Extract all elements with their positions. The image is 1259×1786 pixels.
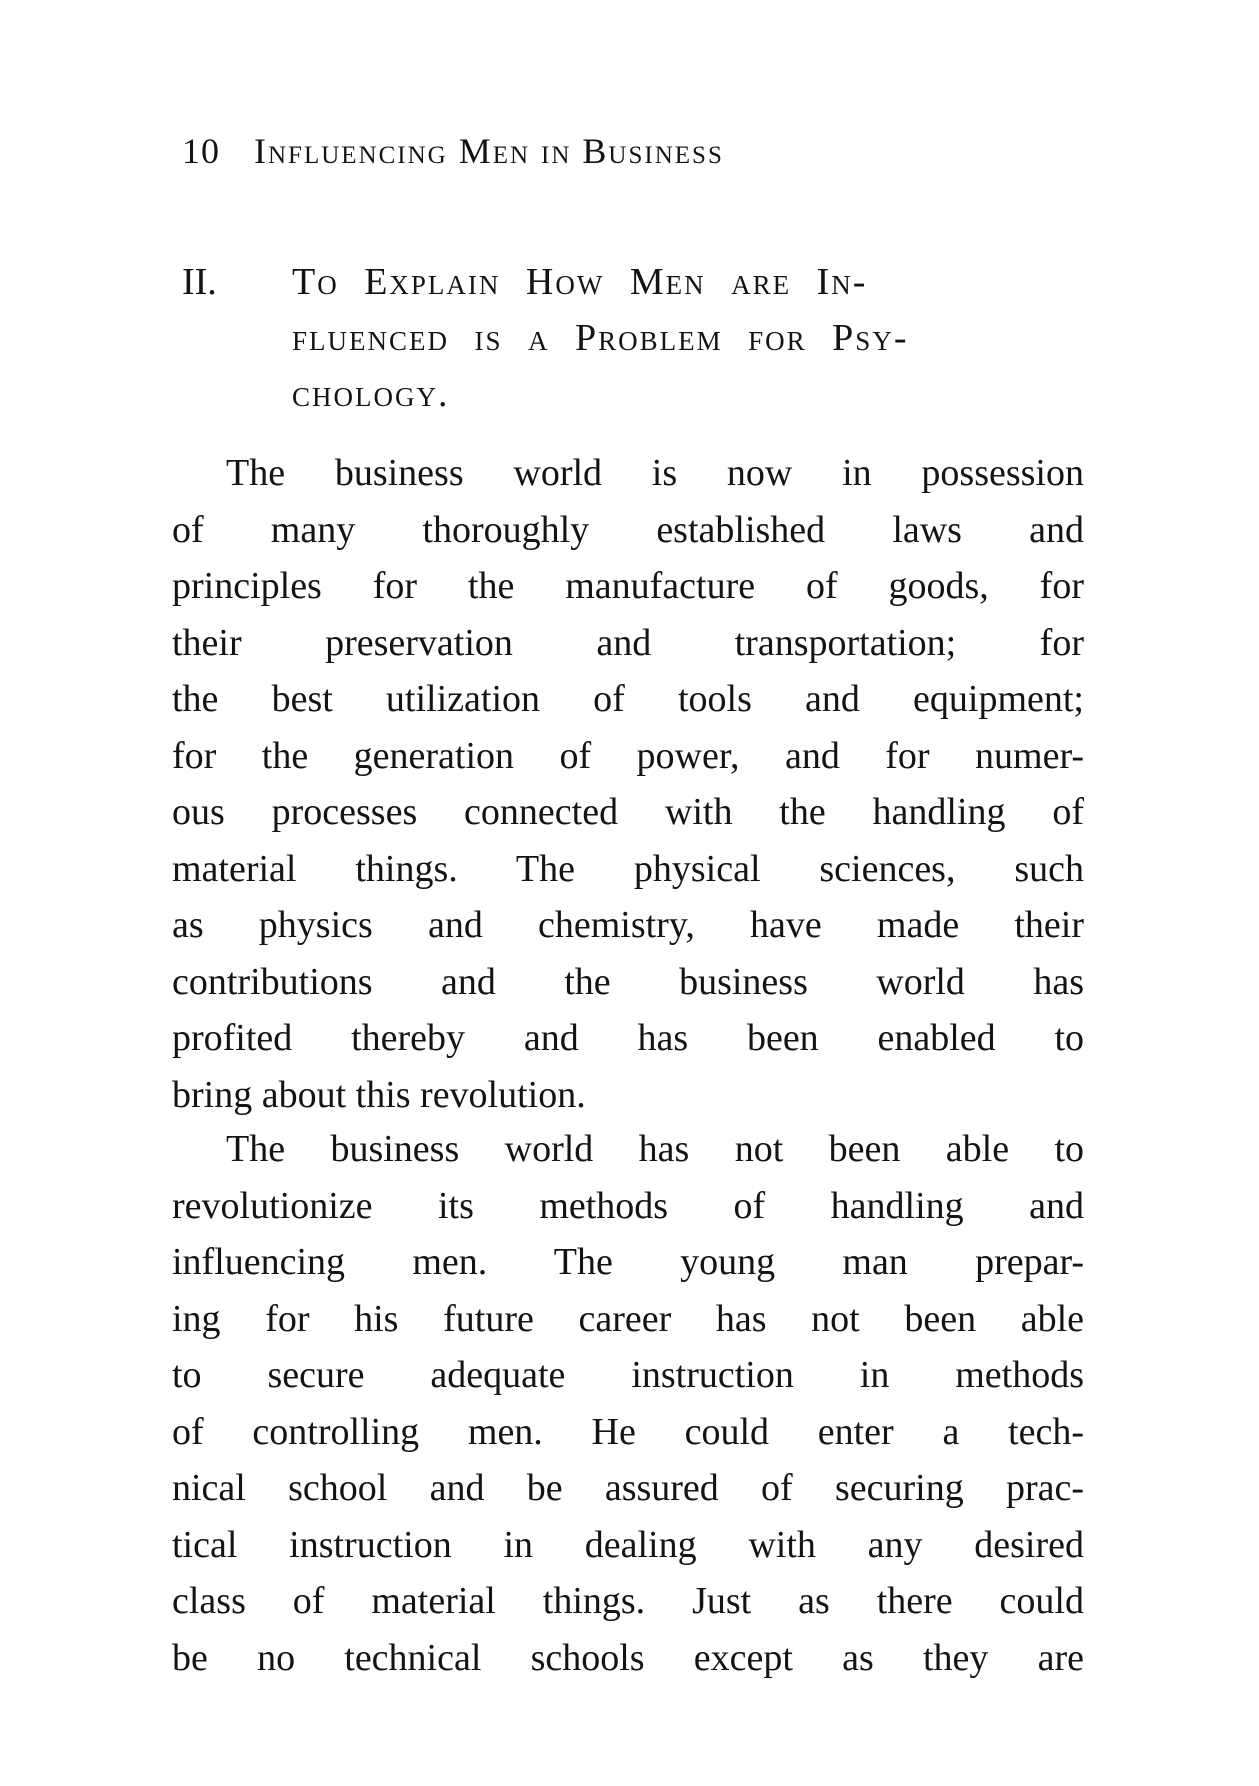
text-line: ing for his future career has not been able (172, 1297, 1084, 1340)
text-line: revolutionize its methods of handling and (172, 1184, 1084, 1227)
text-line: The business world is now in possession (226, 452, 1084, 494)
text-line: material things. The physical sciences, such (172, 847, 1084, 890)
text-line: ous processes connected with the handling of (172, 791, 1084, 833)
text-line: of many thoroughly established laws and (172, 508, 1084, 551)
text-line: of controlling men. He could enter a tech- (172, 1410, 1084, 1453)
running-head (182, 130, 724, 172)
section-heading-line-3: chology. (292, 373, 450, 415)
running-title: Influencing Men in Business (254, 131, 724, 171)
section-heading-line-1: To Explain How Men are In- (292, 261, 868, 303)
text-line: principles for the manufacture of goods, for (172, 565, 1084, 607)
section-numeral: II. (182, 261, 217, 303)
text-line: be no technical schools except as they are (172, 1636, 1084, 1679)
text-line: to secure adequate instruction in methods (172, 1354, 1084, 1396)
text-line: The business world has not been able to (226, 1128, 1084, 1170)
text-line: tical instruction in dealing with any desired (172, 1523, 1084, 1566)
page-number: 10 (182, 131, 220, 171)
text-line: contributions and the business world has (172, 960, 1084, 1003)
section-heading (182, 254, 1082, 422)
text-line: influencing men. The young man prepar- (172, 1241, 1084, 1283)
text-line: as physics and chemistry, have made their (172, 904, 1084, 946)
text-line: bring about this revolution. (172, 1073, 586, 1116)
text-line: their preservation and transportation; for (172, 621, 1084, 664)
section-heading-line-2: fluenced is a Problem for Psy- (292, 317, 909, 359)
text-line: the best utilization of tools and equipment; (172, 678, 1084, 720)
text-line: class of material things. Just as there could (172, 1580, 1084, 1622)
text-line: for the generation of power, and for numer- (172, 734, 1084, 777)
paragraph-2 (172, 1121, 1084, 1686)
text-line: nical school and be assured of securing prac- (172, 1467, 1084, 1509)
text-line: profited thereby and has been enabled to (172, 1017, 1084, 1059)
paragraph-1 (172, 445, 1084, 1123)
